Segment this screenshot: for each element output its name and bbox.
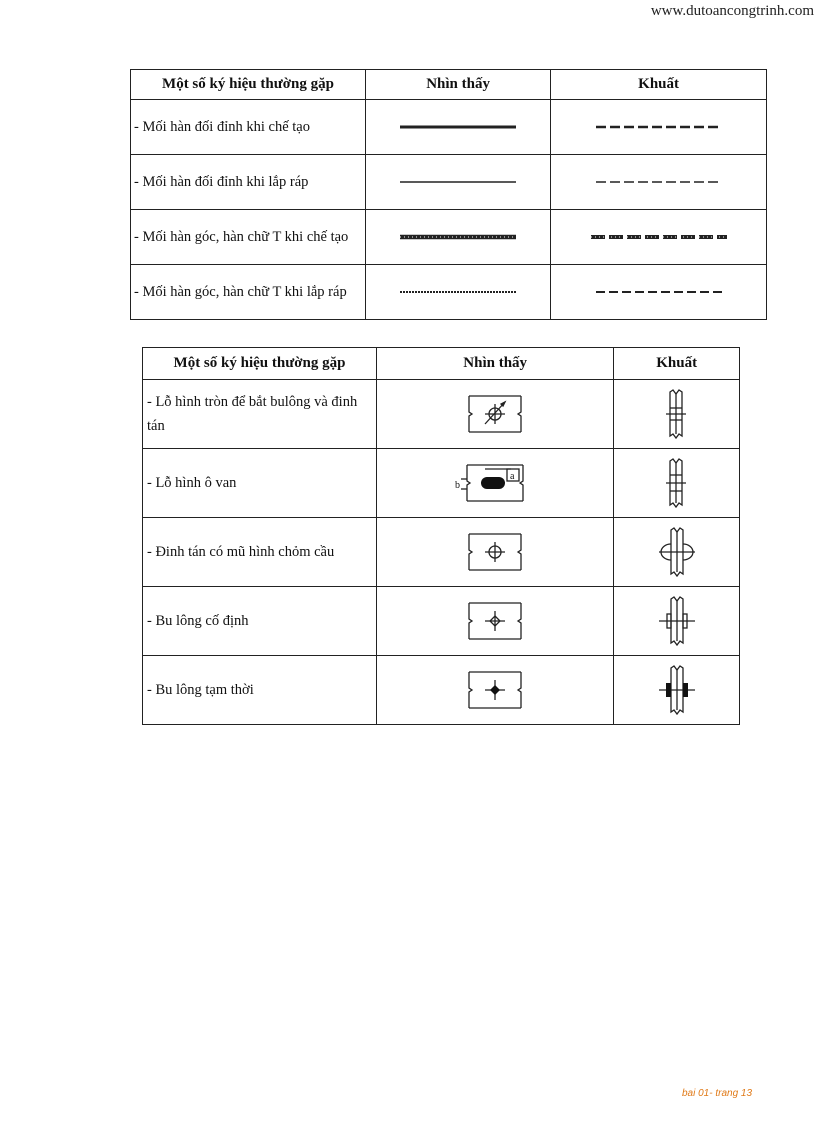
rivet-visible-icon [463, 526, 527, 578]
fillet-weld-site-visible-icon [398, 287, 518, 297]
temporary-bolt-visible-icon [463, 664, 527, 716]
table-row [143, 380, 740, 449]
table-header-row [143, 348, 740, 380]
table-row [131, 210, 767, 265]
table-row [143, 449, 740, 518]
hidden-symbol [551, 155, 767, 210]
fixed-bolt-hidden-icon [655, 595, 699, 647]
temporary-bolt-hidden-icon [655, 664, 699, 716]
column-header-visible: Nhìn thấy [366, 70, 551, 100]
hidden-symbol [614, 656, 740, 725]
round-hole-hidden-icon [662, 388, 692, 440]
round-hole-visible-icon [463, 388, 527, 440]
hidden-symbol [614, 380, 740, 449]
hidden-symbol [551, 100, 767, 155]
oval-hole-hidden-icon [662, 457, 692, 509]
table-row [131, 155, 767, 210]
table-row [143, 587, 740, 656]
rivet-hidden-icon [655, 526, 699, 578]
page-number: bai 01- trang 13 [682, 1088, 753, 1099]
visible-symbol [377, 518, 614, 587]
row-label: - Mối hàn đối đỉnh khi lắp ráp [131, 155, 366, 210]
visible-symbol [366, 100, 551, 155]
row-label: - Mối hàn góc, hàn chữ T khi lắp ráp [131, 265, 366, 320]
butt-weld-factory-hidden-icon [594, 122, 724, 132]
hidden-symbol [614, 518, 740, 587]
hidden-symbol [551, 210, 767, 265]
visible-symbol [377, 587, 614, 656]
visible-symbol [377, 656, 614, 725]
column-header-hidden: Khuất [614, 348, 740, 380]
hidden-symbol [614, 587, 740, 656]
fillet-weld-site-hidden-icon [594, 287, 724, 297]
fixed-bolt-visible-icon [463, 595, 527, 647]
site-url[interactable]: www.dutoancongtrinh.com [650, 3, 814, 19]
visible-symbol [366, 210, 551, 265]
table-row [131, 265, 767, 320]
visible-symbol [377, 380, 614, 449]
row-label: - Bu lông tạm thời [143, 656, 377, 725]
weld-symbols-table [130, 69, 767, 320]
row-label: - Đinh tán có mũ hình chỏm cầu [143, 518, 377, 587]
column-header-visible: Nhìn thấy [377, 348, 614, 380]
butt-weld-factory-visible-icon [398, 122, 518, 132]
column-header-symbols: Một số ký hiệu thường gặp [131, 70, 366, 100]
table-row [143, 656, 740, 725]
fillet-weld-factory-hidden-icon [589, 232, 729, 242]
row-label: - Mối hàn đối đỉnh khi chế tạo [131, 100, 366, 155]
dim-b-label: b [455, 480, 461, 491]
visible-symbol [366, 155, 551, 210]
hidden-symbol [551, 265, 767, 320]
visible-symbol [366, 265, 551, 320]
visible-symbol [377, 449, 614, 518]
row-label: - Mối hàn góc, hàn chữ T khi chế tạo [131, 210, 366, 265]
row-label: - Lỗ hình tròn để bắt bulông và đinh tán [143, 380, 377, 449]
table-row [143, 518, 740, 587]
hidden-symbol [614, 449, 740, 518]
column-header-symbols: Một số ký hiệu thường gặp [143, 348, 377, 380]
butt-weld-site-hidden-icon [594, 177, 724, 187]
dim-a-label: a [510, 471, 515, 482]
row-label: - Lỗ hình ô van [143, 449, 377, 518]
fillet-weld-factory-visible-icon [398, 232, 518, 242]
table-row [131, 100, 767, 155]
row-label: - Bu lông cố định [143, 587, 377, 656]
butt-weld-site-visible-icon [398, 177, 518, 187]
column-header-hidden: Khuất [551, 70, 767, 100]
table-header-row [131, 70, 767, 100]
oval-hole-visible-icon [453, 457, 537, 509]
hole-symbols-table [142, 347, 740, 725]
